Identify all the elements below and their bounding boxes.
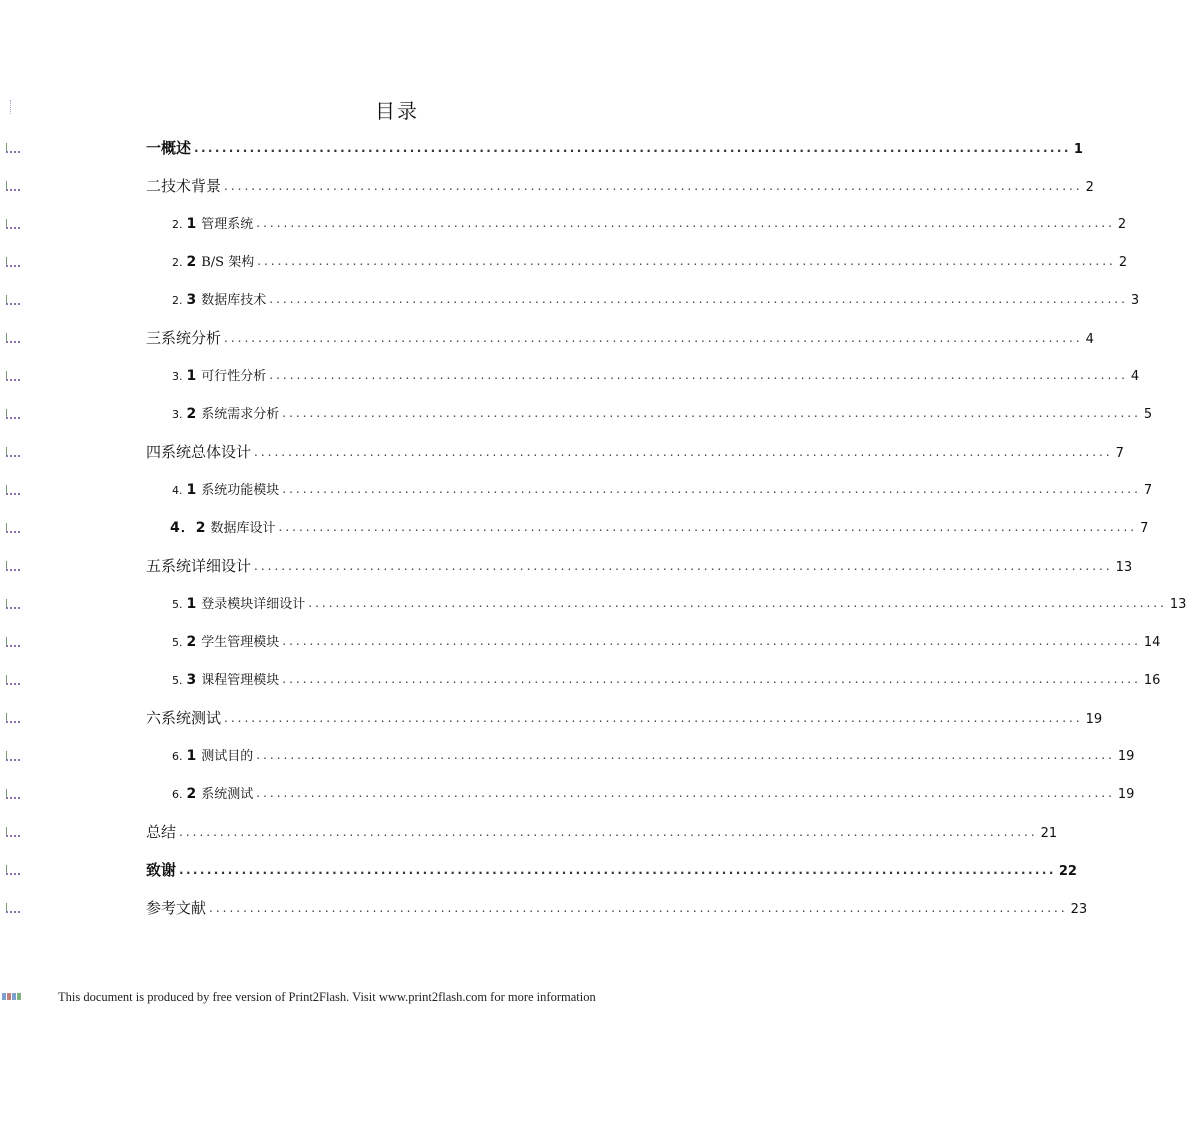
toc-entry[interactable]	[172, 403, 1153, 425]
toc-entry-label: 致谢	[146, 861, 177, 879]
toc-page-number: 14	[1143, 635, 1161, 650]
toc-section-number: 4.	[172, 484, 183, 497]
toc-entry-label: 二技术背景	[146, 177, 222, 195]
toc-entry[interactable]	[172, 251, 1128, 273]
toc-entry-label: 可行性分析	[201, 369, 267, 384]
toc-entry-label: 数据库技术	[201, 293, 267, 308]
toc-entry[interactable]	[146, 821, 1058, 843]
toc-entry[interactable]	[146, 137, 1083, 159]
toc-leader-dots: ..............................................................................................................................	[209, 901, 1068, 915]
toc-leader-dots: ..............................................................................................................................	[282, 634, 1141, 648]
toc-subsection-number: 1	[186, 596, 198, 612]
toc-page-number: 16	[1143, 673, 1161, 688]
toc-subsection-number: 3	[186, 292, 198, 308]
toc-page-number: 7	[1115, 446, 1124, 461]
toc-section-number: 6.	[172, 750, 183, 763]
toc-title: 目录	[375, 99, 419, 123]
toc-section-number: 6.	[172, 788, 183, 801]
toc-subsection-number: 2	[186, 786, 198, 802]
toc-entry-label: 课程管理模块	[201, 673, 280, 688]
toc-entry-label: 总结	[146, 823, 177, 841]
toc-page-number: 2	[1085, 180, 1094, 195]
toc-page-number: 22	[1058, 864, 1077, 879]
toc-entry-label: 系统需求分析	[201, 407, 280, 422]
toc-leader-dots: ..............................................................................................................................	[256, 786, 1115, 800]
toc-subsection-number: 4．2	[170, 520, 207, 536]
toc-entry-label: B/S 架构	[201, 255, 255, 270]
toc-leader-dots: ..............................................................................................................................	[254, 445, 1113, 459]
toc-page-number: 19	[1117, 749, 1135, 764]
toc-leader-dots: ..............................................................................................................................	[278, 520, 1138, 534]
toc-leader-dots: ..............................................................................................................................	[194, 141, 1071, 155]
toc-entry[interactable]	[172, 479, 1153, 501]
toc-page-number: 2	[1117, 217, 1127, 232]
toc-page-number: 13	[1169, 597, 1186, 612]
toc-entry[interactable]	[146, 327, 1094, 349]
toc-leader-dots: ..............................................................................................................................	[282, 672, 1141, 686]
toc-section-number: 5.	[172, 674, 183, 687]
toc-page-number: 2	[1118, 255, 1128, 270]
toc-entry[interactable]	[172, 365, 1140, 387]
toc-leader-dots: ..............................................................................................................................	[179, 863, 1056, 877]
toc-entry[interactable]	[172, 289, 1140, 311]
toc-subsection-number: 2	[186, 254, 198, 270]
toc-page-number: 7	[1140, 521, 1149, 536]
toc-entry-label: 系统测试	[201, 787, 254, 802]
toc-page-number: 19	[1117, 787, 1135, 802]
toc-page-number: 4	[1130, 369, 1140, 384]
toc-leader-dots: ..............................................................................................................................	[282, 406, 1141, 420]
toc-subsection-number: 2	[186, 634, 198, 650]
toc-subsection-number: 1	[186, 216, 198, 232]
toc-entry-label: 五系统详细设计	[146, 557, 252, 575]
toc-leader-dots: ..............................................................................................................................	[224, 711, 1083, 725]
toc-section-number: 2.	[172, 218, 183, 231]
toc-page-number: 4	[1085, 332, 1094, 347]
toc-entry-label: 系统功能模块	[201, 483, 280, 498]
footer-notice: This document is produced by free version of Print2Flash. Visit www.print2flash.com for more information	[58, 990, 596, 1004]
toc-page-number: 1	[1073, 142, 1083, 157]
toc-section-number: 2.	[172, 256, 183, 269]
toc-leader-dots: ..............................................................................................................................	[308, 596, 1167, 610]
toc-entry[interactable]	[146, 897, 1088, 919]
toc-entry[interactable]	[146, 441, 1124, 463]
toc-entry-label: 管理系统	[201, 217, 254, 232]
toc-leader-dots: ..............................................................................................................................	[269, 368, 1128, 382]
toc-leader-dots: ..............................................................................................................................	[179, 825, 1038, 839]
toc-entry[interactable]	[146, 175, 1094, 197]
toc-leader-dots: ..............................................................................................................................	[254, 559, 1113, 573]
toc-page-number: 19	[1085, 712, 1103, 727]
toc-entry[interactable]	[146, 859, 1077, 881]
toc-entry-label: 参考文献	[146, 899, 207, 917]
toc-entry[interactable]	[172, 631, 1161, 653]
toc-section-number: 3.	[172, 408, 183, 421]
toc-entry[interactable]	[146, 555, 1133, 577]
toc-section-number: 2.	[172, 294, 183, 307]
toc-entry[interactable]	[172, 593, 1186, 615]
toc-section-number: 5.	[172, 636, 183, 649]
toc-page-number: 23	[1070, 902, 1088, 917]
toc-leader-dots: ..............................................................................................................................	[224, 179, 1083, 193]
toc-leader-dots: ..............................................................................................................................	[269, 292, 1128, 306]
toc-entry-label: 四系统总体设计	[146, 443, 252, 461]
toc-page-number: 13	[1115, 560, 1133, 575]
toc-entry-label: 测试目的	[201, 749, 254, 764]
toc-leader-dots: ..............................................................................................................................	[257, 254, 1116, 268]
toc-page-number: 7	[1143, 483, 1153, 498]
toc-entry[interactable]	[172, 669, 1161, 691]
toc-page-number: 21	[1040, 826, 1058, 841]
toc-entry-label: 数据库设计	[210, 521, 276, 536]
toc-section-number: 5.	[172, 598, 183, 611]
toc-entry[interactable]	[146, 707, 1103, 729]
toc-entry-label: 登录模块详细设计	[201, 597, 306, 612]
print2flash-logo-icon	[2, 993, 22, 1000]
toc-entry[interactable]	[170, 517, 1149, 539]
toc-leader-dots: ..............................................................................................................................	[256, 748, 1115, 762]
toc-entry[interactable]	[172, 783, 1135, 805]
toc-subsection-number: 3	[186, 672, 198, 688]
toc-entry-label: 学生管理模块	[201, 635, 280, 650]
toc-leader-dots: ..............................................................................................................................	[224, 331, 1083, 345]
toc-entry-label: 六系统测试	[146, 709, 222, 727]
toc-leader-dots: ..............................................................................................................................	[282, 482, 1141, 496]
toc-subsection-number: 1	[186, 748, 198, 764]
toc-page-number: 5	[1143, 407, 1153, 422]
toc-leader-dots: ..............................................................................................................................	[256, 216, 1115, 230]
toc-page-number: 3	[1130, 293, 1140, 308]
toc-entry-label: 三系统分析	[146, 329, 222, 347]
toc-entry[interactable]	[172, 745, 1135, 767]
toc-subsection-number: 1	[186, 482, 198, 498]
toc-section-number: 3.	[172, 370, 183, 383]
toc-entry[interactable]	[172, 213, 1127, 235]
toc-subsection-number: 2	[186, 406, 198, 422]
toc-entry-label: 一概述	[146, 139, 192, 157]
toc-subsection-number: 1	[186, 368, 198, 384]
